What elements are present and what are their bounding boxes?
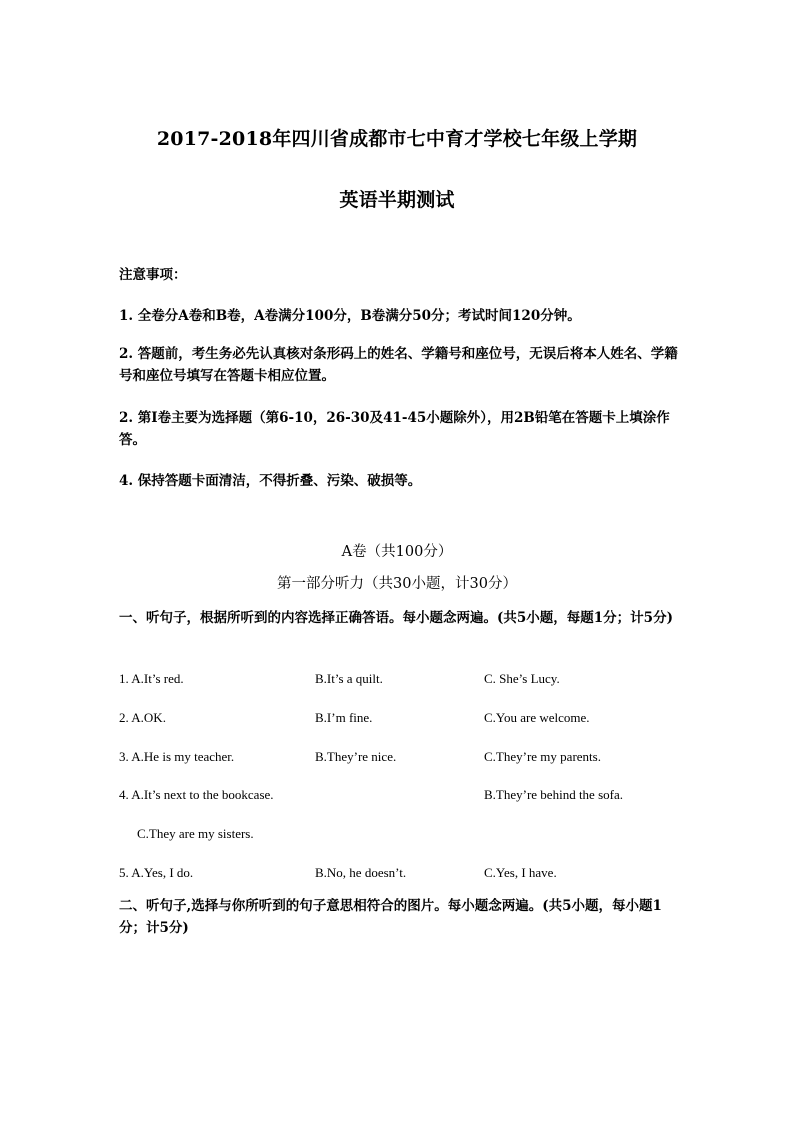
q3-option-b: B.They’re nice. [315,749,397,764]
exam-subtitle: 英语半期测试 [339,189,455,211]
part1-title: 第一部分听力（共30小题，计30分） [277,576,517,592]
q1-option-a: 1. A.It’s red. [119,671,184,686]
part2-instruction: 二、听句子,选择与你所听到的句子意思相符合的图片。每小题念两遍。(共5小题，每小题1分；计5分) [119,898,662,936]
q2-option-c: C.You are welcome. [484,710,590,725]
notice-item-3: 2. 第I卷主要为选择题（第6-10，26-30及41-45小题除外），用2B铅笔在答题卡上填涂作答。 [119,410,670,448]
q1-option-b: B.It’s a quilt. [315,671,383,686]
q5-option-c: C.Yes, I have. [484,865,557,880]
q2-option-b: B.I’m fine. [315,710,373,725]
notice-heading: 注意事项： [119,267,187,283]
notice-item-1: 1. 全卷分A卷和B卷，A卷满分100分，B卷满分50分；考试时间120分钟。 [119,308,581,324]
q4-option-b: B.They’re behind the sofa. [484,787,623,802]
q2-option-a: 2. A.OK. [119,710,166,725]
part1-instruction: 一、听句子，根据所听到的内容选择正确答语。每小题念两遍。(共5小题，每题1分；计5分) [119,610,673,626]
q4-option-c: C.They are my sisters. [137,826,254,841]
notice-item-4: 4. 保持答题卡面清洁，不得折叠、污染、破损等。 [119,473,422,489]
section-a-title: A卷（共100分） [341,544,453,560]
notice-item-2: 2. 答题前，考生务必先认真核对条形码上的姓名、学籍号和座位号，无误后将本人姓名、学籍号和座位号填写在答题卡相应位置。 [119,346,678,384]
q3-option-a: 3. A.He is my teacher. [119,749,235,764]
q3-option-c: C.They’re my parents. [484,749,601,764]
q5-option-b: B.No, he doesn’t. [315,865,407,880]
q5-option-a: 5. A.Yes, I do. [119,865,194,880]
q1-option-c: C. She’s Lucy. [484,671,560,686]
q4-option-a: 4. A.It’s next to the bookcase. [119,787,274,802]
exam-title: 2017-2018年四川省成都市七中育才学校七年级上学期 [156,128,638,150]
